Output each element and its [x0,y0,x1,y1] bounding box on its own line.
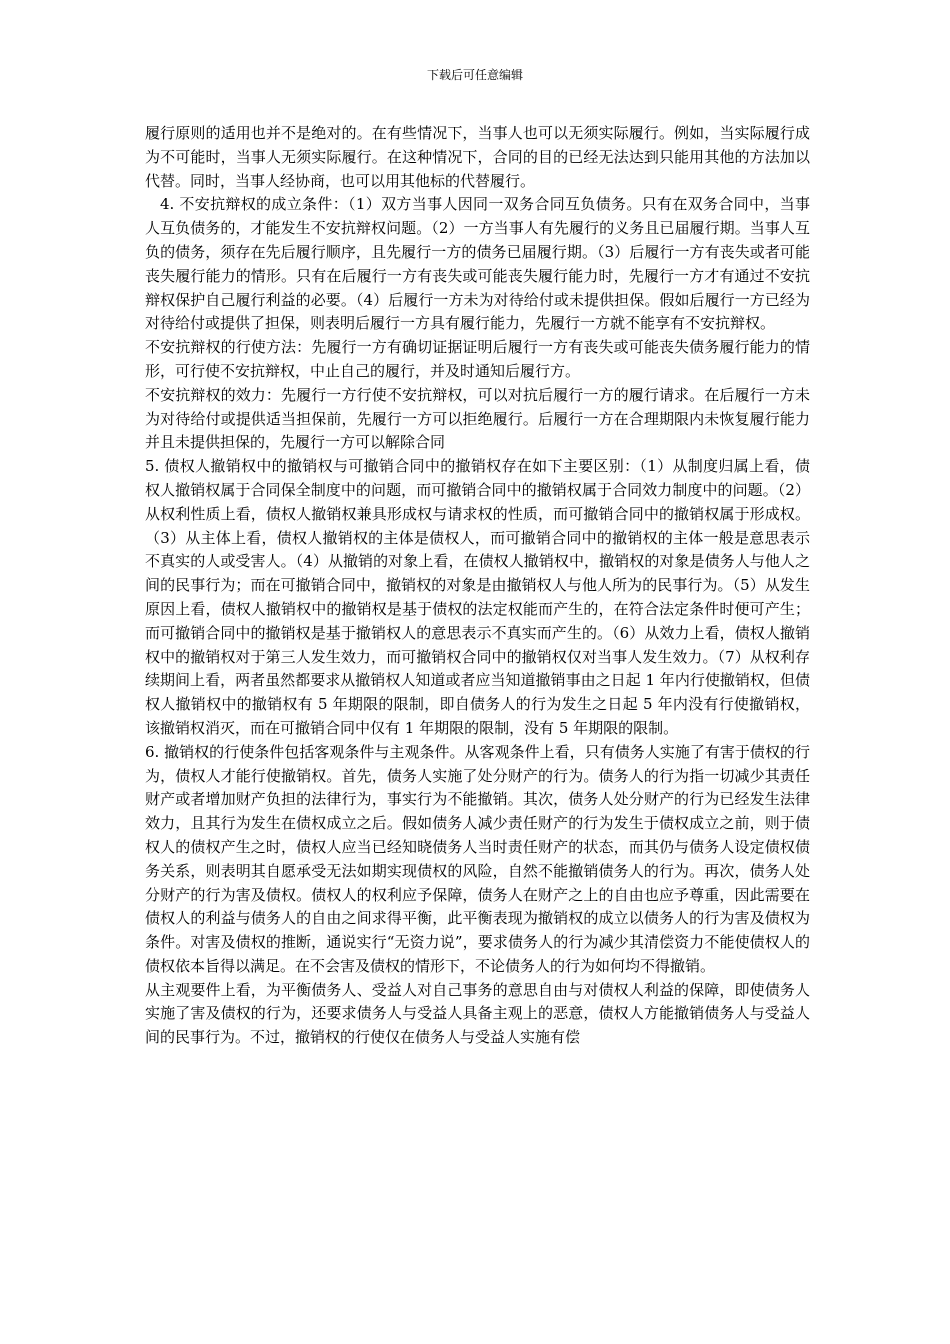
page-header: 下载后可任意编辑 [426,68,523,82]
paragraph: 6. 撤销权的行使条件包括客观条件与主观条件。从客观条件上看，只有债务人实施了有害于债权的行为，债权人才能行使撤销权。首先，债务人实施了处分财产的行为。债务人的行为指一切减少其责任财产或者增加财产负担的法律行为，事实行为不能撤销。其次，债务人处分财产的行为已经发生法律效力，且其行为发生在债权成立之后。假如债务人减少责任财产的行为发生于债权成立之前，则于债权人的债权产生之时，债权人应当已经知晓债务人当时责任财产的状态，而其仍与债务人设定债权债务关系，则表明其自愿承受无法如期实现债权的风险，自然不能撤销债务人的行为。再次，债务人处分财产的行为害及债权。债权人的权利应予保障，债务人在财产之上的自由也应予尊重，因此需要在债权人的利益与债务人的自由之间求得平衡，此平衡表现为撤销权的成立以债务人的行为害及债权为条件。对害及债权的推断，通说实行“无资力说”，要求债务人的行为减少其清偿资力不能使债权人的债权依本旨得以满足。在不会害及债权的情形下，不论债务人的行为如何均不得撤销。 [145,742,810,975]
paragraph: 不安抗辩权的效力：先履行一方行使不安抗辩权，可以对抗后履行一方的履行请求。在后履行一方未为对待给付或提供适当担保前，先履行一方可以拒绝履行。后履行一方在合理期限内未恢复履行能力并且未提供担保的，先履行一方可以解除合同 [145,385,810,452]
paragraph: 履行原则的适用也并不是绝对的。在有些情况下，当事人也可以无须实际履行。例如，当实际履行成为不可能时，当事人无须实际履行。在这种情况下，合同的目的已经无法达到只能用其他的方法加以代替。同时，当事人经协商，也可以用其他标的代替履行。 [145,124,810,190]
paragraph: 4. 不安抗辩权的成立条件：（1）双方当事人因同一双务合同互负债务。只有在双务合同中，当事人互负债务的，才能发生不安抗辩权问题。（2）一方当事人有先履行的义务且已届履行期。当事人互负的债务，须存在先后履行顺序，且先履行一方的债务已届履行期。（3）后履行一方有丧失或者可能丧失履行能力的情形。只有在后履行一方有丧失或可能丧失履行能力时，先履行一方才有通过不安抗辩权保护自己履行利益的必要。（4）后履行一方未为对待给付或未提供担保。假如后履行一方已经为对待给付或提供了担保，则表明后履行一方具有履行能力，先履行一方就不能享有不安抗辩权。 [145,195,810,333]
paragraph: 不安抗辩权的行使方法：先履行一方有确切证据证明后履行一方有丧失或可能丧失债务履行能力的情形，可行使不安抗辩权，中止自己的履行，并及时通知后履行方。 [145,338,810,380]
paragraph: 从主观要件上看，为平衡债务人、受益人对自己事务的意思自由与对债权人利益的保障，即使债务人实施了害及债权的行为，还要求债务人与受益人具备主观上的恶意，债权人方能撤销债务人与受益人间的民事行为。不过，撤销权的行使仅在债务人与受益人实施有偿 [145,980,810,1047]
document-body [145,122,810,1050]
paragraph: 5. 债权人撤销权中的撤销权与可撤销合同中的撤销权存在如下主要区别：（1）从制度归属上看，债权人撤销权属于合同保全制度中的问题，而可撤销合同中的撤销权属于合同效力制度中的问题。（2）从权利性质上看，债权人撤销权兼具形成权与请求权的性质，而可撤销合同中的撤销权属于形成权。（3）从主体上看，债权人撤销权的主体是债权人，而可撤销合同中的撤销权的主体一般是意思表示不真实的人或受害人。（4）从撤销的对象上看，在债权人撤销权中，撤销权的对象是债务人与他人之间的民事行为；而在可撤销合同中，撤销权的对象是由撤销权人与他人所为的民事行为。（5）从发生原因上看，债权人撤销权中的撤销权是基于债权的法定权能而产生的，在符合法定条件时便可产生；而可撤销合同中的撤销权是基于撤销权人的意思表示不真实而产生的。（6）从效力上看，债权人撤销权中的撤销权对于第三人发生效力，而可撤销权合同中的撤销权仅对当事人发生效力。（7）从权利存续期间上看，两者虽然都要求从撤销权人知道或者应当知道撤销事由之日起 1 年内行使撤销权，但债权人撤销权中的撤销权有 5 年期限的限制，即自债务人的行为发生之日起 5 年内没有行使撤销权，该撤销权消灭，而在可撤销合同中仅有 1 年期限的限制，没有 5 年期限的限制。 [145,457,810,737]
